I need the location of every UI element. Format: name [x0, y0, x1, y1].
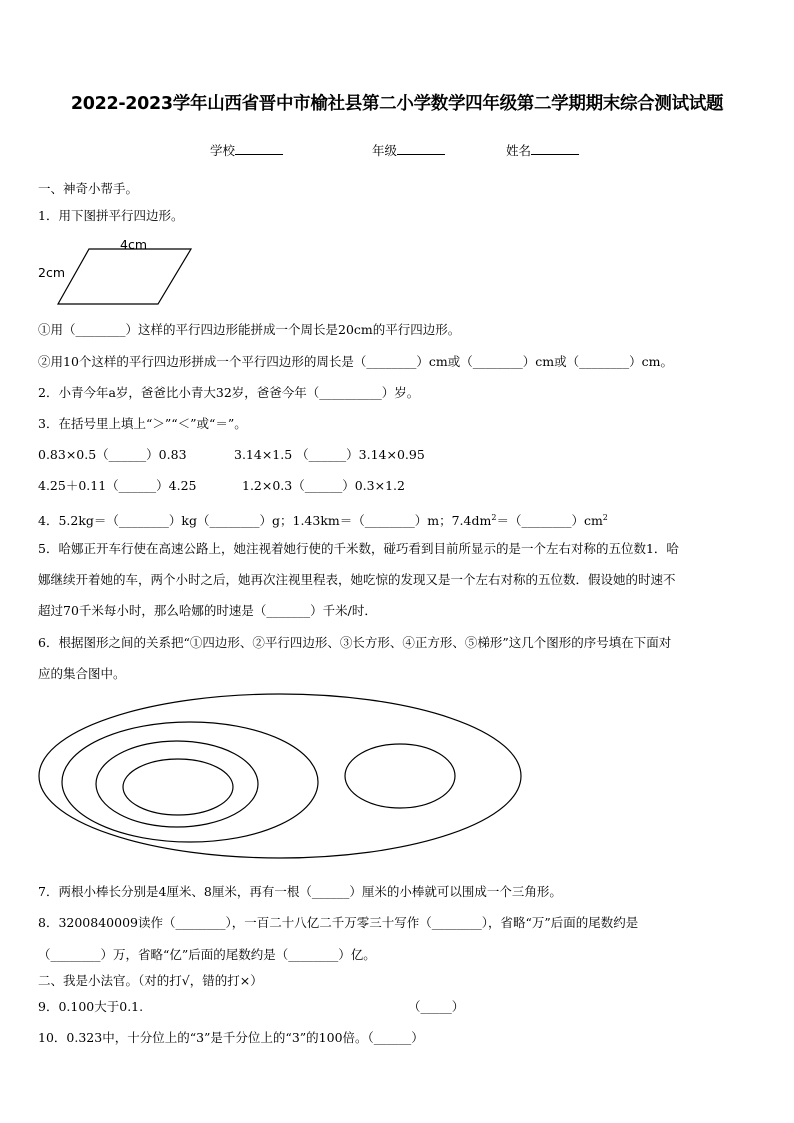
question-4: 4．5.2kg＝（________）kg（________）g；1.43km＝（________）m；$7.4dm^2=(\_\_\_\_\_\_\_\_)cm^2$ [38, 513, 608, 529]
question-7: 7．两根小棒长分别是4厘米、8厘米，再有一根（______）厘米的小棒就可以围成一个三角形。 [38, 884, 562, 899]
grade-field[interactable]: 年级 [372, 141, 445, 159]
question-10: 10．0.323中，十分位上的“3”是千分位上的“3”的100倍。（______） [38, 1030, 424, 1045]
question-1-part-1: ①用（________）这样的平行四边形能拼成一个周长是20cm的平行四边形。 [38, 322, 461, 337]
third-set-ellipse [96, 741, 258, 827]
question-2: 2．小青今年a岁，爸爸比小青大32岁，爸爸今年（__________）岁。 [38, 385, 420, 400]
question-8-line-2: （________）万，省略“亿”后面的尾数约是（________）亿。 [38, 947, 376, 962]
outer-set-ellipse [39, 694, 521, 858]
question-6-line-1: 6．根据图形之间的关系把“①四边形、②平行四边形、③长方形、④正方形、⑤梯形”这几个图形的序号填在下面对 [38, 635, 672, 650]
question-3: 3．在括号里上填上“＞”“＜”或“＝”。 [38, 416, 247, 431]
question-9: 9．0.100大于0.1. [38, 999, 144, 1014]
question-1: 1．用下图拼平行四边形。 [38, 208, 184, 223]
question-5-line-2: 娜继续开着她的车，两个小时之后，她再次注视里程表，她吃惊的发现又是一个左右对称的五位数．假设她的时速不 [38, 572, 676, 587]
set-diagram [30, 690, 560, 870]
question-5-line-1: 5．哈娜正开车行使在高速公路上，她注视着她行使的千米数，碰巧看到目前所显示的是一个左右对称的五位数1．哈 [38, 541, 679, 556]
q3-item-c: 4.25＋0.11（______）4.25 [38, 478, 197, 493]
section-2-heading: 二、我是小法官。（对的打√，错的打×） [38, 973, 263, 988]
parallelogram-top-label: 4cm [120, 237, 148, 252]
parallelogram-side-label: 2cm [38, 265, 66, 280]
question-6-line-2: 应的集合图中。 [38, 666, 126, 681]
page-title: 2022-2023学年山西省晋中市榆社县第二小学数学四年级第二学期期末综合测试试题 [70, 94, 724, 114]
question-1-part-2: ②用10个这样的平行四边形拼成一个平行四边形的周长是（________）cm或（________）cm或（________）cm。 [38, 354, 673, 369]
separate-set-ellipse [345, 744, 455, 808]
q3-item-b: 3.14×1.5 （______）3.14×0.95 [234, 447, 425, 462]
section-1-heading: 一、神奇小帮手。 [38, 181, 139, 196]
question-5-line-3: 超过70千米每小时，那么哈娜的时速是（_______）千米/时． [38, 603, 377, 618]
school-field[interactable]: 学校 [210, 141, 283, 159]
q3-item-a: 0.83×0.5（______）0.83 [38, 447, 187, 462]
question-9-blank: （_____） [408, 999, 465, 1014]
second-set-ellipse [62, 722, 318, 842]
inner-set-ellipse [123, 759, 233, 815]
name-field[interactable]: 姓名 [506, 141, 579, 159]
q3-item-d: 1.2×0.3（______）0.3×1.2 [242, 478, 405, 493]
question-8-line-1: 8．3200840009读作（________），一百二十八亿二千万零三十写作（________），省略“万”后面的尾数约是 [38, 915, 639, 930]
